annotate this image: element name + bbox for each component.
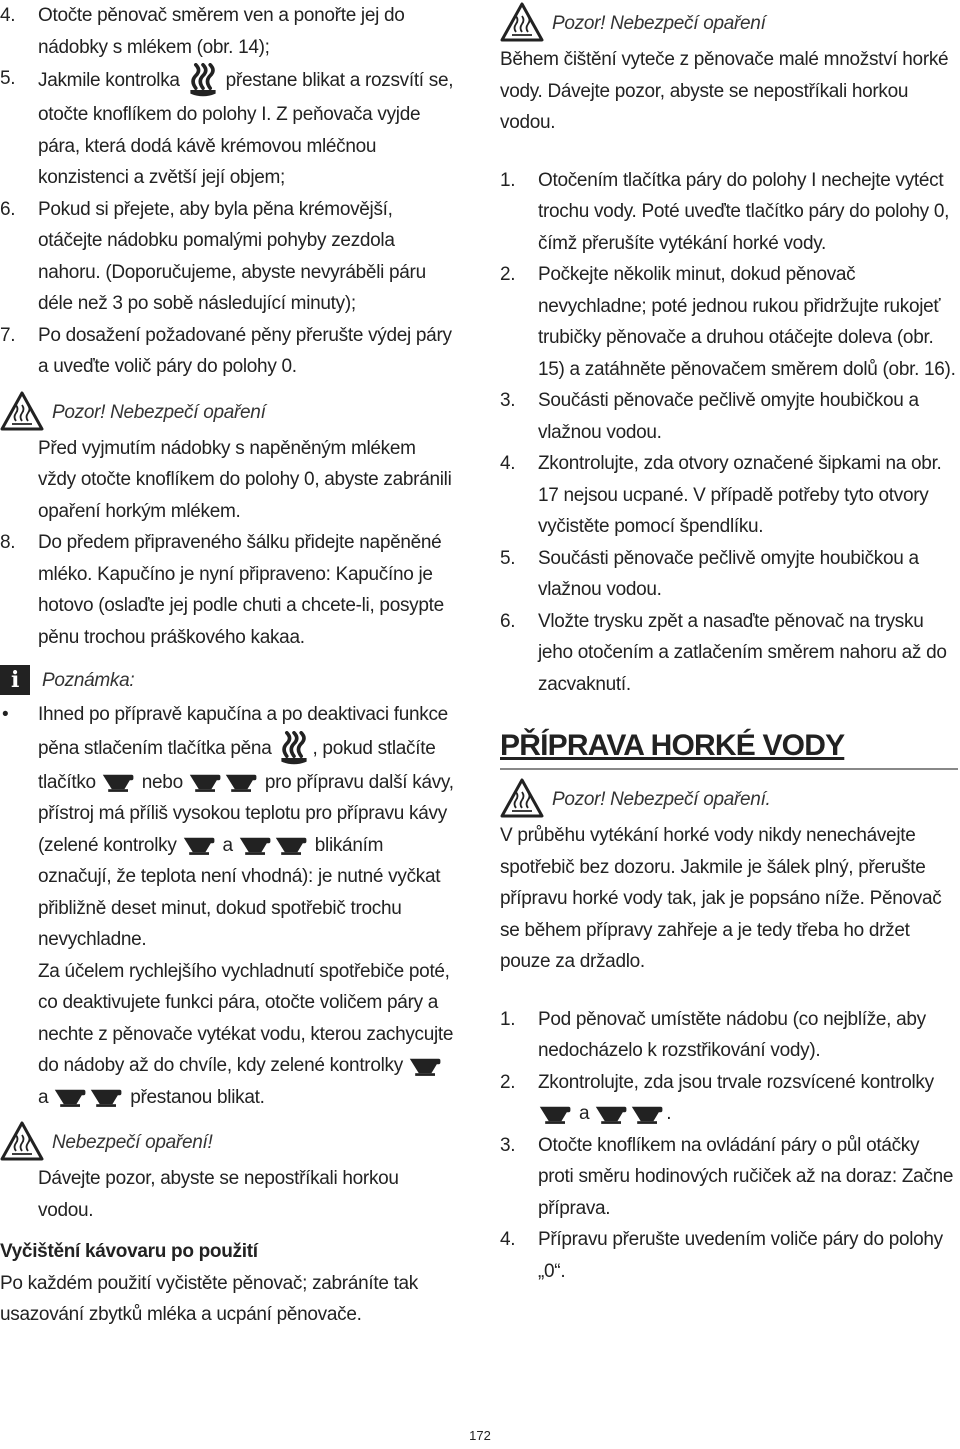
item-text: Přípravu přerušte uvedením voliče páry do polohy „0“. (538, 1229, 943, 1282)
list-item (500, 1067, 958, 1130)
item-number: 1. (500, 169, 516, 191)
item-text: Součásti pěnovače pečlivě omyjte houbičkou a vlažnou vodou. (538, 547, 919, 600)
list-item (500, 1130, 958, 1225)
item-text: Otočte pěnovač směrem ven a ponořte jej do nádobky s mlékem (obr. 14); (38, 5, 405, 58)
list-item (0, 0, 455, 63)
list-item (0, 527, 455, 653)
list-item (500, 606, 958, 701)
item-text: Jakmile kontrolka (38, 70, 180, 92)
note-text: přestanou blikat. (130, 1086, 265, 1108)
item-text: přestane blikat a rozsvítí se, otočte knoflíkem do polohy I. Z peňovača vyjde pára, která dodá kávě krémovou mléčnou konzistenci a zvětší její objem; (38, 70, 454, 188)
right-column (500, 0, 958, 1287)
item-number: 4. (0, 5, 16, 26)
note-text: Ihned po přípravě kapučína a po deaktivaci funkce pěna stlačením tlačítka pěna (38, 704, 448, 759)
item-number: 2. (500, 1071, 516, 1093)
warning-title: Nebezpečí opaření! (52, 1132, 213, 1153)
item-number: 6. (500, 610, 516, 632)
one-cup-icon (408, 1055, 444, 1077)
item-number: 7. (0, 324, 16, 346)
warning-title: Pozor! Nebezpečí opaření. (552, 789, 771, 810)
cleaning-steps-list (500, 165, 958, 701)
left-column (0, 0, 455, 1331)
list-item (500, 1224, 958, 1287)
item-text: Vložte trysku zpět a nasaďte pěnovač na trysku jeho otočením a zatlačením směrem nahoru až do zacvaknutí. (538, 610, 947, 695)
item-number: 4. (500, 1229, 516, 1250)
item-number: 5. (500, 547, 516, 569)
two-cups-icon (274, 834, 310, 856)
warning-heading (500, 776, 958, 820)
item-text: Součásti pěnovače pečlivě omyjte houbičkou a vlažnou vodou. (538, 390, 919, 443)
item-number: 1. (500, 1008, 516, 1030)
section-paragraph: Po každém použití vyčistěte pěnovač; zabráníte tak usazování zbytků mléka a ucpání pěnovače. (0, 1272, 419, 1325)
item-text: Otočte knoflíkem na ovládání páry o půl otáčky proti směru hodinových ručiček až na doraz: Začne příprava. (538, 1134, 954, 1219)
steam-icon (276, 731, 312, 767)
info-icon: i (0, 665, 30, 695)
item-text: Zkontrolujte, zda jsou trvale rozsvícené kontrolky (538, 1071, 934, 1093)
list-item (500, 1004, 958, 1067)
two-cups-icon (53, 1086, 89, 1108)
item-text: Do předem připraveného šálku přidejte napěněné mléko. Kapučíno je nyní připraveno: Kapučíno je hotovo (oslaďte jej podle chuti a chcete-li, posypte pěnu trochou práškového kakaa. (38, 532, 444, 648)
hot-surface-warning-icon (0, 391, 44, 431)
hot-surface-warning-icon (500, 778, 544, 818)
two-cups-icon (594, 1103, 630, 1125)
item-number: 2. (500, 264, 516, 285)
warning-text: Dávejte pozor, abyste se nepostříkali horkou vodou. (38, 1168, 399, 1221)
note-title: Poznámka: (42, 670, 135, 691)
warning-text: Během čištění vyteče z pěnovače malé množství horké vody. Dávejte pozor, abyste se nepostříkali horkou vodou. (500, 49, 949, 133)
two-cups-icon (238, 834, 274, 856)
item-text: Pokud si přejete, aby byla pěna krémovější, otáčejte nádobku pomalými pohyby zezdola nahoru. (Doporučujeme, abyste nevyráběli páru déle než 3 po sobě následující minuty); (38, 198, 426, 314)
list-item (500, 259, 958, 385)
warning-title: Pozor! Nebezpečí opaření (552, 13, 766, 34)
item-text: Otočením tlačítka páry do polohy I nechejte vytéct trochu vody. Poté uveďte tlačítko páry do polohy 0, čímž přerušíte vytékání horké vody. (538, 169, 950, 254)
one-cup-icon (182, 834, 218, 856)
list-item (0, 194, 455, 320)
bullet-mark: • (2, 704, 9, 725)
list-item (500, 543, 958, 606)
section-title: PŘÍPRAVA HORKÉ VODY (500, 726, 958, 770)
hot-surface-warning-icon (0, 1121, 44, 1161)
note-text: a (38, 1086, 49, 1108)
list-item (500, 385, 958, 448)
item-number: 5. (0, 68, 16, 89)
note-text: blikáním označují, že teplota není vhodná): je nutné vyčkat přibližně deset minut, dokud spotřebič trochu nevychladne. (38, 834, 441, 950)
item-text: Pod pěnovač umístěte nádobu (co nejblíže, aby nedocházelo k rozstřikování vody). (538, 1008, 926, 1061)
list-item (500, 448, 958, 543)
list-item (0, 320, 455, 383)
note-text: Za účelem rychlejšího vychladnutí spotřebiče poté, co deaktivujete funkci pára, otočte voličem páry a nechte z pěnovače vytékat vodu, kterou zachycujte do nádoby až do chvíle, kdy zelené kontrolky (38, 960, 454, 1076)
warning-heading (0, 389, 455, 433)
item-text: Po dosažení požadované pěny přerušte výdej páry a uveďte volič páry do polohy 0. (38, 324, 452, 377)
steam-icon (185, 63, 221, 99)
warning-text: Před vyjmutím nádobky s napěněným mlékem vždy otočte knoflíkem do polohy 0, abyste zabránili opaření horkým mlékem. (38, 437, 452, 522)
note-text: nebo (141, 771, 183, 793)
item-number: 3. (500, 390, 516, 411)
note-bullet-item (0, 699, 455, 956)
item-text: Zkontrolujte, zda otvory označené šipkami na obr. 17 nejsou ucpané. V případě potřeby tyto otvory vyčistěte pomocí špendlíku. (538, 453, 942, 537)
two-cups-icon (224, 771, 260, 793)
section-heading: Vyčištění kávovaru po použití (0, 1241, 258, 1262)
item-text: a (578, 1103, 590, 1124)
page-number: 172 (469, 1428, 491, 1443)
note-text: , pokud stlačíte tlačítko (38, 737, 436, 793)
item-number: 3. (500, 1134, 516, 1156)
two-cups-icon (630, 1103, 666, 1125)
note-paragraph (0, 956, 455, 1114)
two-cups-icon (188, 771, 224, 793)
item-number: 4. (500, 453, 516, 474)
two-cups-icon (89, 1086, 125, 1108)
one-cup-icon (101, 771, 137, 793)
note-text: a (222, 834, 233, 856)
warning-heading (500, 0, 958, 44)
warning-title: Pozor! Nebezpečí opaření (52, 401, 266, 423)
item-text: Počkejte několik minut, dokud pěnovač nevychladne; poté jednou rukou přidržujte rukojeť trubičky pěnovače a druhou otáčejte doleva (obr. 15) a zatáhněte pěnovačem směrem dolů (obr. 16). (538, 264, 956, 380)
warning-text: V průběhu vytékání horké vody nikdy nenechávejte spotřebič bez dozoru. Jakmile je šálek plný, přerušte přípravu horké vody tak, jak je popsáno níže. Pěnovač se během přípravy zahřeje a je tedy třeba ho držet pouze za držadlo. (500, 825, 942, 972)
warning-heading (0, 1119, 455, 1163)
hot-surface-warning-icon (500, 2, 544, 42)
list-item (500, 165, 958, 260)
note-heading (0, 661, 455, 699)
item-number: 8. (0, 532, 16, 553)
note-text: pro přípravu další kávy, přístroj má příliš vysokou teplotu pro přípravu kávy (zelené kontrolky (38, 771, 454, 856)
item-text: . (666, 1103, 672, 1124)
item-number: 6. (0, 198, 16, 220)
one-cup-icon (538, 1103, 574, 1125)
list-item (0, 63, 455, 194)
